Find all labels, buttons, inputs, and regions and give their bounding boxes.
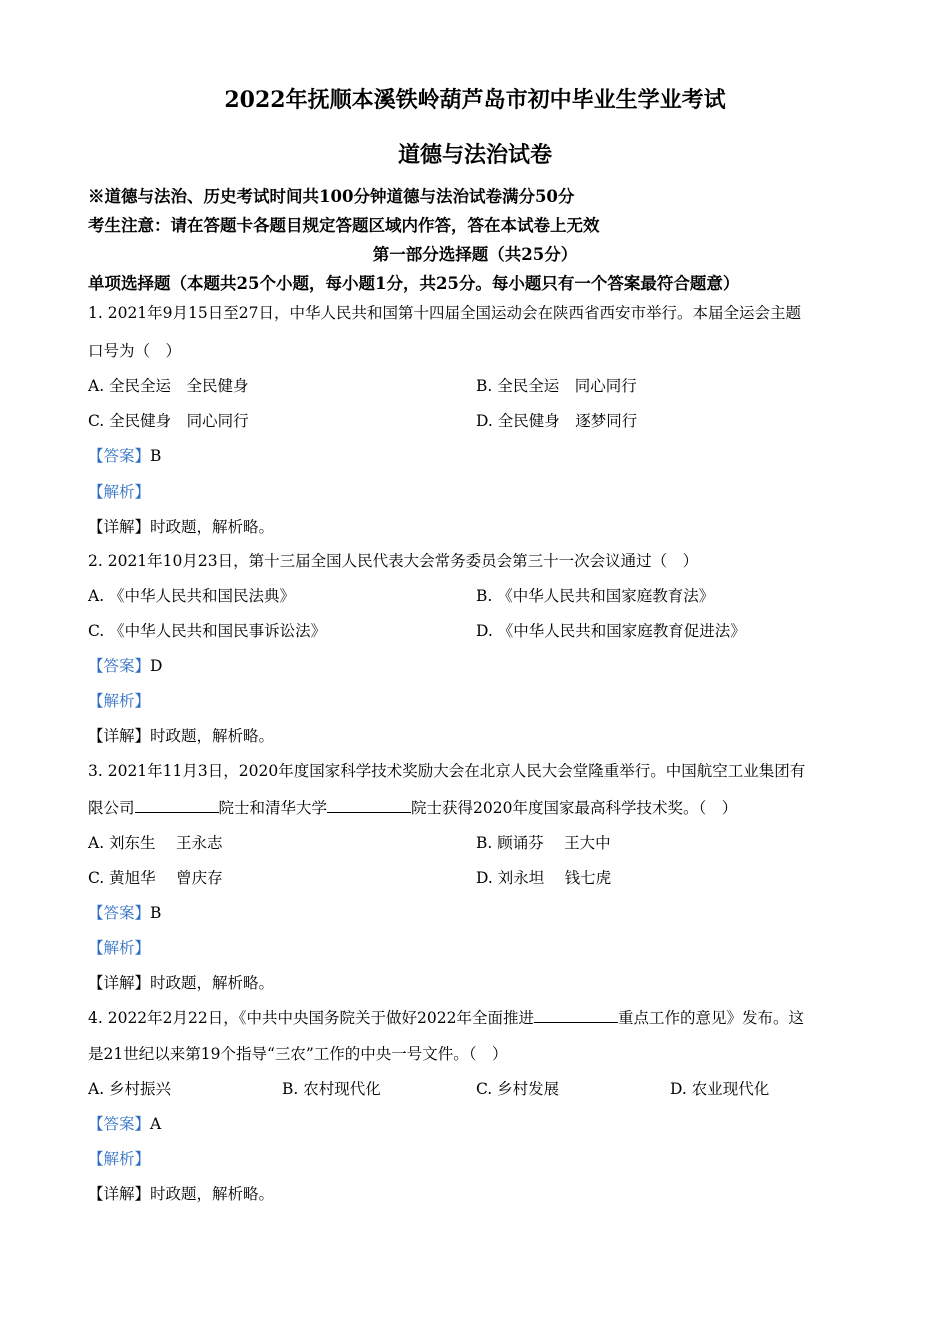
- q4-stem-part-b: 重点工作的意见》发布。这: [617, 1009, 804, 1027]
- q3-option-a: A. 刘东生 王永志: [88, 834, 223, 852]
- q1-answer-value: B: [150, 447, 162, 465]
- q2-answer: [88, 654, 162, 678]
- q4-analysis-tag: 【解析】: [88, 1150, 151, 1168]
- q3-stem-part-a: 限公司: [88, 799, 135, 817]
- q1-option-c: C. 全民健身 同心同行: [88, 412, 249, 430]
- answer-tag: 【答案】: [88, 1115, 151, 1133]
- q4-option-d: D. 农业现代化: [670, 1080, 770, 1098]
- q2-detail: [88, 724, 274, 748]
- q3-option-c: C. 黄旭华 曾庆存: [88, 869, 223, 887]
- q2-option-a: A. 《中华人民共和国民法典》: [88, 587, 296, 605]
- q1-option-d: D. 全民健身 逐梦同行: [476, 412, 638, 430]
- q4-option-b: B. 农村现代化: [282, 1080, 381, 1098]
- q3-stem-line1: 3. 2021年11月3日，2020年度国家科学技术奖励大会在北京人民大会堂隆重举行。中国航空工业集团有: [88, 762, 806, 780]
- q3-blank-1: [135, 798, 219, 813]
- q1-detail-text: 时政题，解析略。: [150, 518, 275, 536]
- q3-answer: [88, 901, 161, 925]
- detail-tag: 【详解】: [88, 974, 151, 992]
- q2-option-b: B. 《中华人民共和国家庭教育法》: [476, 587, 715, 605]
- q3-option-d: D. 刘永坦 钱七虎: [476, 869, 612, 887]
- q1-analysis-tag: 【解析】: [88, 483, 151, 501]
- time-note: ※道德与法治、历史考试时间共100分钟道德与法治试卷满分50分: [88, 187, 575, 206]
- q3-answer-value: B: [150, 904, 162, 922]
- q1-option-b: B. 全民全运 同心同行: [476, 377, 637, 395]
- q4-option-a: A. 乡村振兴: [88, 1080, 172, 1098]
- q1-option-a: A. 全民全运 全民健身: [88, 377, 249, 395]
- q3-stem-part-b: 院士和清华大学: [218, 799, 328, 817]
- q3-detail-text: 时政题，解析略。: [150, 974, 275, 992]
- section-heading: 单项选择题（本题共25个小题，每小题1分，共25分。每小题只有一个答案最符合题意）: [88, 274, 740, 293]
- q4-detail: [88, 1182, 274, 1206]
- q3-stem-part-c: 院士获得2020年度国家最高科学技术奖。（ ）: [411, 799, 738, 817]
- q4-answer: [88, 1112, 161, 1136]
- q4-stem-part-a: 4. 2022年2月22日，《中共中央国务院关于做好2022年全面推进: [88, 1009, 534, 1027]
- q2-analysis-tag: 【解析】: [88, 692, 151, 710]
- q4-stem-line2: 是21世纪以来第19个指导“三农”工作的中央一号文件。（ ）: [88, 1045, 508, 1063]
- answer-tag: 【答案】: [88, 657, 151, 675]
- q2-stem-line1: 2. 2021年10月23日，第十三届全国人民代表大会常务委员会第三十一次会议通过（ ）: [88, 552, 699, 570]
- exam-title: 2022年抚顺本溪铁岭葫芦岛市初中毕业生学业考试: [224, 87, 726, 113]
- q2-option-c: C. 《中华人民共和国民事诉讼法》: [88, 622, 327, 640]
- q3-analysis-tag: 【解析】: [88, 939, 151, 957]
- detail-tag: 【详解】: [88, 518, 151, 536]
- exam-subtitle: 道德与法治试卷: [397, 142, 552, 168]
- q1-stem-line1: 1. 2021年9月15日至27日，中华人民共和国第十四届全国运动会在陕西省西安市举行。本届全运会主题: [88, 304, 801, 322]
- answer-tag: 【答案】: [88, 447, 151, 465]
- q3-blank-2: [327, 798, 411, 813]
- q2-detail-text: 时政题，解析略。: [150, 727, 275, 745]
- q4-detail-text: 时政题，解析略。: [150, 1185, 275, 1203]
- attention-note: 考生注意：请在答题卡各题目规定答题区域内作答，答在本试卷上无效: [88, 216, 600, 235]
- q4-option-c: C. 乡村发展: [476, 1080, 560, 1098]
- q4-answer-value: A: [150, 1115, 162, 1133]
- answer-tag: 【答案】: [88, 904, 151, 922]
- q4-stem-line1: [88, 1006, 804, 1030]
- q4-blank: [534, 1008, 618, 1023]
- q1-detail: [88, 515, 274, 539]
- q1-answer: [88, 444, 161, 468]
- q1-stem-line2: 口号为（ ）: [88, 342, 182, 360]
- q2-answer-value: D: [150, 657, 163, 675]
- detail-tag: 【详解】: [88, 1185, 151, 1203]
- q3-detail: [88, 971, 274, 995]
- detail-tag: 【详解】: [88, 727, 151, 745]
- q3-option-b: B. 顾诵芬 王大中: [476, 834, 611, 852]
- q3-stem-line2: [88, 796, 737, 820]
- q2-option-d: D. 《中华人民共和国家庭教育促进法》: [476, 622, 746, 640]
- part-one-heading: 第一部分选择题（共25分）: [372, 245, 578, 264]
